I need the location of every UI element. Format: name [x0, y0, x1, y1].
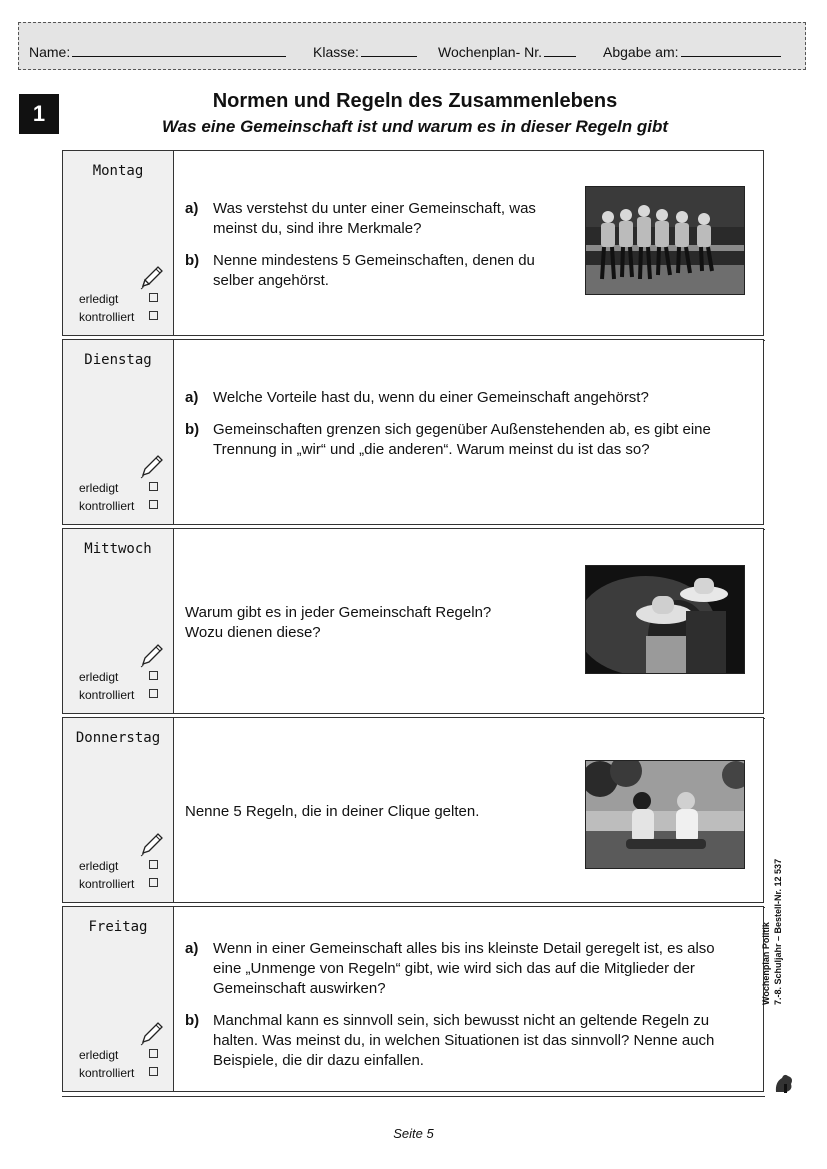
- day-name: Montag: [92, 163, 144, 179]
- checked-label: kontrolliert: [79, 877, 135, 891]
- question-line: Warum gibt es in jeder Gemeinschaft Regeln?: [185, 604, 492, 621]
- name-label: Name:: [29, 44, 71, 60]
- day-tasks: [185, 388, 725, 472]
- day-question: [185, 802, 565, 822]
- couple-with-hats-photo: [585, 565, 745, 674]
- day-row-mittwoch: [62, 528, 764, 714]
- done-checkbox[interactable]: [149, 293, 158, 302]
- checked-label: kontrolliert: [79, 310, 135, 324]
- due-date-label: Abgabe am:: [603, 44, 679, 60]
- question-line: Wozu dienen diese?: [185, 624, 321, 641]
- checked-label: kontrolliert: [79, 499, 135, 513]
- task-item: [185, 388, 725, 408]
- plan-number-line[interactable]: [544, 44, 576, 57]
- done-checkbox-row[interactable]: [79, 481, 118, 495]
- class-field[interactable]: [313, 44, 417, 60]
- day-sidebar: [63, 718, 174, 902]
- day-name: Freitag: [88, 919, 148, 935]
- pencil-icon: [139, 1020, 165, 1046]
- name-field[interactable]: [29, 44, 286, 60]
- checked-checkbox[interactable]: [149, 878, 158, 887]
- class-label: Klasse:: [313, 44, 359, 60]
- done-checkbox[interactable]: [149, 671, 158, 680]
- task-label: a): [185, 389, 199, 406]
- unit-number-badge: 1: [19, 94, 59, 134]
- done-label: erledigt: [79, 670, 119, 684]
- task-item: [185, 1011, 723, 1071]
- task-item: [185, 939, 725, 999]
- due-date-field[interactable]: [603, 44, 781, 60]
- group-of-friends-photo: [585, 186, 745, 295]
- done-checkbox-row[interactable]: [79, 1048, 118, 1062]
- task-item: [185, 420, 713, 460]
- done-checkbox-row[interactable]: [79, 292, 118, 306]
- task-label: a): [185, 940, 199, 957]
- day-row-freitag: [62, 906, 764, 1092]
- side-imprint-line: Wochenplan Politik: [761, 922, 771, 1005]
- day-sidebar: [63, 529, 174, 713]
- pencil-icon: [139, 642, 165, 668]
- done-label: erledigt: [79, 859, 119, 873]
- friends-sitting-photo: [585, 760, 745, 869]
- done-label: erledigt: [79, 292, 119, 306]
- page-number: Seite 5: [393, 1126, 434, 1141]
- day-tasks: [185, 939, 725, 1083]
- question-line: Nenne 5 Regeln, die in deiner Clique gelten.: [185, 803, 480, 820]
- checked-label: kontrolliert: [79, 1066, 135, 1080]
- task-label: b): [185, 1012, 200, 1029]
- task-text: Welche Vorteile hast du, wenn du einer Gemeinschaft angehörst?: [213, 389, 649, 406]
- name-line[interactable]: [72, 44, 286, 57]
- side-imprint-line: 7.-8. Schuljahr – Bestell-Nr. 12 537: [773, 858, 783, 1005]
- page-subtitle: Was eine Gemeinschaft ist und warum es in dieser Regeln gibt: [161, 117, 669, 136]
- task-label: b): [185, 252, 200, 269]
- done-checkbox-row[interactable]: [79, 670, 118, 684]
- day-row-donnerstag: [62, 717, 764, 903]
- checked-checkbox-row[interactable]: [79, 499, 134, 513]
- day-question: [185, 603, 565, 643]
- plan-number-label: Wochenplan- Nr.: [438, 44, 543, 60]
- page-title: Normen und Regeln des Zusammenlebens: [212, 90, 618, 112]
- day-sidebar: [63, 907, 174, 1091]
- task-text: Nenne mindestens 5 Gemeinschaften, denen du selber angehörst.: [213, 252, 535, 289]
- checked-checkbox-row[interactable]: [79, 1066, 134, 1080]
- day-name: Mittwoch: [84, 541, 152, 557]
- plan-number-field[interactable]: [438, 44, 576, 60]
- checked-checkbox[interactable]: [149, 311, 158, 320]
- day-row-dienstag: [62, 339, 764, 525]
- day-name: Dienstag: [84, 352, 152, 368]
- checked-checkbox-row[interactable]: [79, 688, 134, 702]
- task-text: Was verstehst du unter einer Gemeinschaft, was meinst du, sind ihre Merkmale?: [213, 200, 536, 237]
- class-line[interactable]: [361, 44, 417, 57]
- side-imprint: [760, 785, 804, 1005]
- done-checkbox[interactable]: [149, 1049, 158, 1058]
- task-item: [185, 199, 545, 239]
- task-label: a): [185, 200, 199, 217]
- done-checkbox[interactable]: [149, 482, 158, 491]
- day-tasks: [185, 199, 545, 303]
- task-text: Gemeinschaften grenzen sich gegenüber Außenstehenden ab, es gibt eine Trennung in „wir“ und „die anderen“. Warum meinst du ist das so?: [213, 421, 711, 458]
- pencil-icon: [139, 453, 165, 479]
- checked-checkbox[interactable]: [149, 689, 158, 698]
- student-info-header: [18, 22, 806, 70]
- done-checkbox[interactable]: [149, 860, 158, 869]
- checked-checkbox-row[interactable]: [79, 877, 134, 891]
- checked-checkbox-row[interactable]: [79, 310, 134, 324]
- pencil-icon: [139, 264, 165, 290]
- day-sidebar: [63, 151, 174, 335]
- day-sidebar: [63, 340, 174, 524]
- task-item: [185, 251, 545, 291]
- checked-label: kontrolliert: [79, 688, 135, 702]
- done-checkbox-row[interactable]: [79, 859, 118, 873]
- publisher-logo-icon: [772, 1070, 796, 1094]
- task-text: Manchmal kann es sinnvoll sein, sich bewusst nicht an geltende Regeln zu halten. Was meinst du, in welchen Situationen ist das sinnvoll? Nenne auch Beispiele, die dir dazu einfallen.: [213, 1012, 715, 1069]
- task-label: b): [185, 421, 200, 438]
- done-label: erledigt: [79, 481, 119, 495]
- day-row-montag: [62, 150, 764, 336]
- checked-checkbox[interactable]: [149, 1067, 158, 1076]
- pencil-icon: [139, 831, 165, 857]
- checked-checkbox[interactable]: [149, 500, 158, 509]
- done-label: erledigt: [79, 1048, 119, 1062]
- task-text: Wenn in einer Gemeinschaft alles bis ins kleinste Detail geregelt ist, es also eine „Unmenge von Regeln“ gibt, wie wird sich das auf die Mitglieder der Gemeinschaft auswirken?: [213, 940, 715, 997]
- day-name: Donnerstag: [75, 730, 161, 746]
- due-date-line[interactable]: [681, 44, 781, 57]
